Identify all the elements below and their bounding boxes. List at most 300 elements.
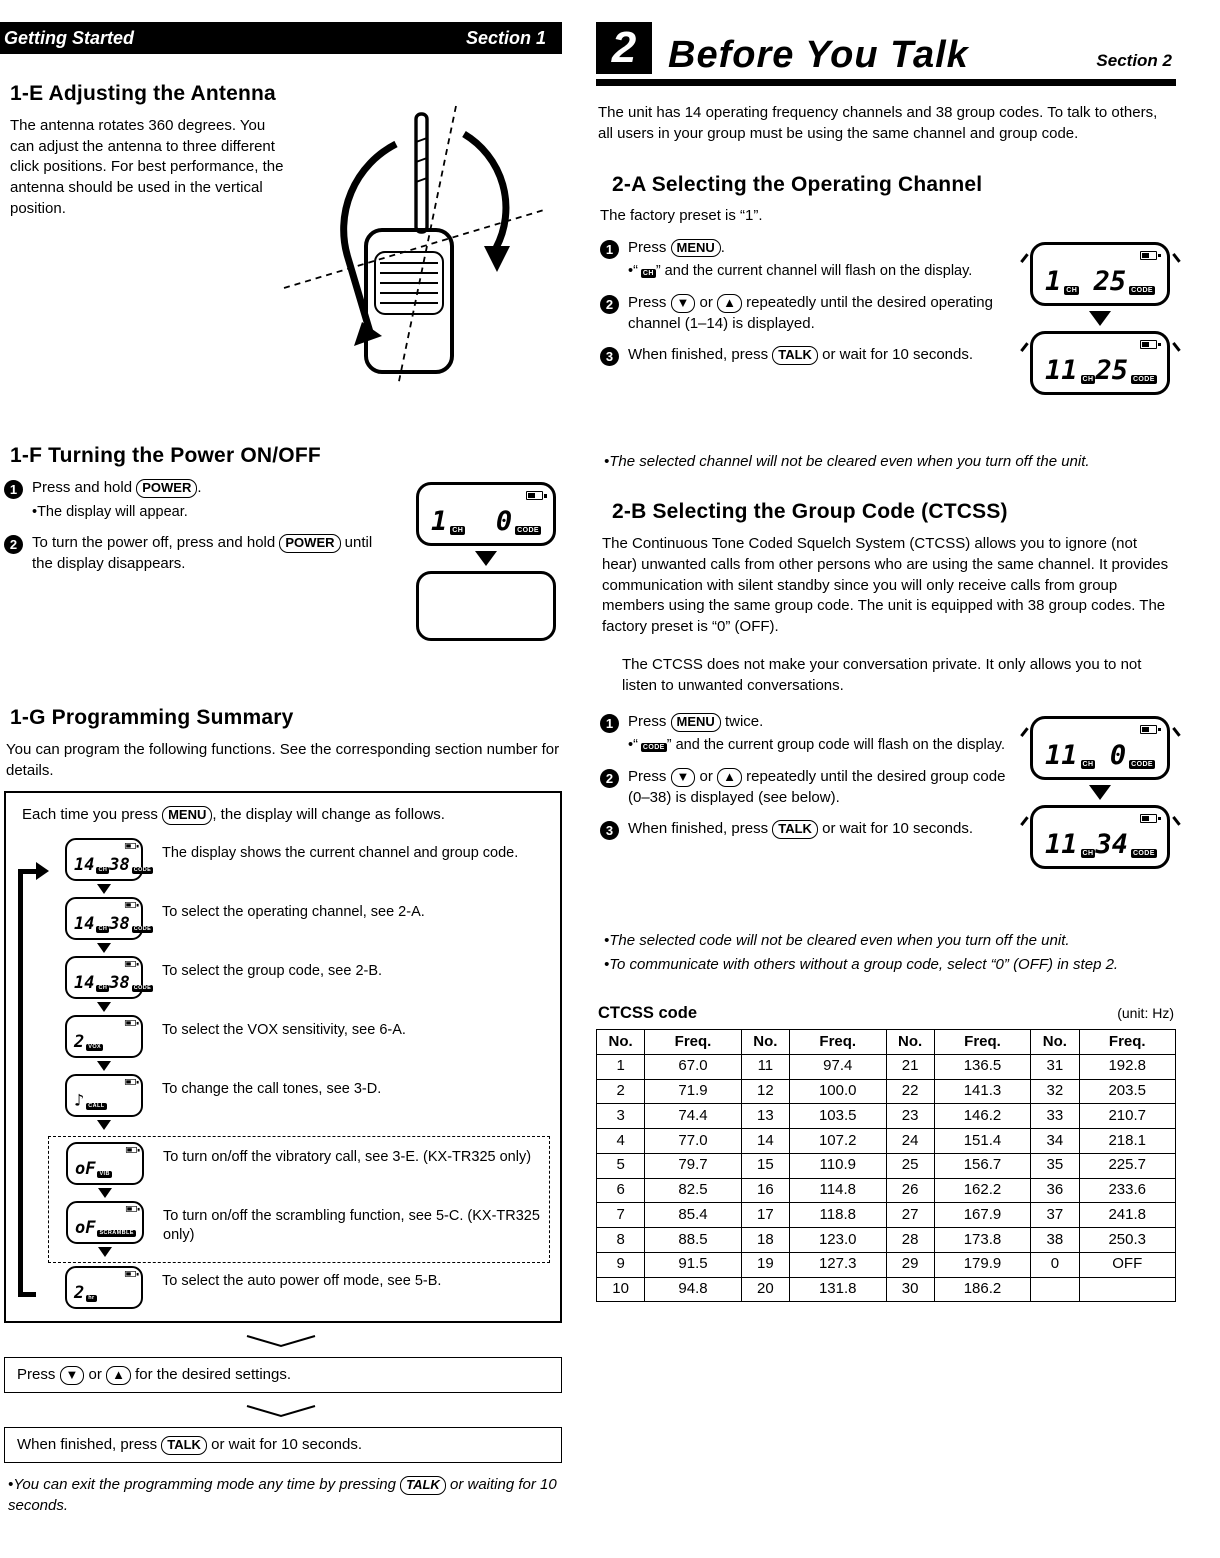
down-arrow-icon <box>97 884 111 894</box>
table-cell: 173.8 <box>934 1228 1031 1253</box>
ch-label: CH <box>1066 286 1078 294</box>
ch-label: CH <box>1082 760 1094 768</box>
lcd-display <box>65 1074 143 1117</box>
finish-text-post: or wait for 10 seconds. <box>206 1435 363 1453</box>
table-cell: 103.5 <box>790 1104 887 1129</box>
step-sub-bullet <box>628 262 1008 282</box>
step-number: 2 <box>4 535 23 554</box>
table-cell: 179.9 <box>934 1252 1031 1277</box>
lcd-display <box>65 1015 143 1058</box>
lcd-right-label: CODE <box>133 984 152 991</box>
table-cell: 71.9 <box>645 1079 742 1104</box>
down-arrow-icon <box>97 1061 111 1071</box>
battery-icon <box>1140 814 1157 823</box>
table-cell: 218.1 <box>1079 1129 1176 1154</box>
channel-note: •The selected channel will not be cleared even when you turn off the unit. <box>604 452 1090 470</box>
step-text <box>628 712 1008 756</box>
battery-icon <box>125 843 136 849</box>
blank-lcd-display <box>416 571 556 641</box>
talk-button-label: TALK <box>161 1436 207 1455</box>
ctcss-body: The Continuous Tone Coded Squelch System (CTCSS) allows you to ignore (not hear) unwanted calls from other persons who are using the same channel. It provides communication with silent standby since you will only receive calls from group members using the same group code. The unit is equipped with 38 group codes. The factory preset is “0” (OFF). <box>602 535 1169 636</box>
table-cell: 77.0 <box>645 1129 742 1154</box>
table-cell: 118.8 <box>790 1203 887 1228</box>
step-number: 1 <box>600 240 619 259</box>
down-arrow-icon <box>98 1188 112 1198</box>
lcd-right-label: CODE <box>133 866 152 873</box>
table-cell: 210.7 <box>1079 1104 1176 1129</box>
power-step-1 <box>4 478 394 522</box>
table-row <box>597 1178 1176 1203</box>
lcd-display <box>65 1266 143 1309</box>
lcd-channel-digits: 1 <box>431 506 448 537</box>
section1-title: Getting Started <box>4 27 135 48</box>
menu-button-label: MENU <box>162 806 212 825</box>
lcd-code-group <box>496 508 541 535</box>
programming-flow-box <box>4 791 562 1323</box>
table-cell: 2 <box>597 1079 645 1104</box>
battery-icon <box>1140 725 1157 734</box>
section2-number: 2 <box>611 23 637 72</box>
table-cell: 24 <box>886 1129 934 1154</box>
lcd-right-digits: 38 <box>109 914 130 935</box>
table-cell: 5 <box>597 1153 645 1178</box>
table-cell: 233.6 <box>1079 1178 1176 1203</box>
step-number: 2 <box>600 769 619 788</box>
lcd-display <box>416 482 556 546</box>
down-arrow-icon <box>1089 785 1111 800</box>
talk-button-label: TALK <box>400 1476 446 1495</box>
channel-preset-text: The factory preset is “1”. <box>600 206 763 224</box>
loop-arrowhead-icon <box>36 862 49 880</box>
flow-intro-post: , the display will change as follows. <box>212 806 445 824</box>
table-cell: 37 <box>1031 1203 1079 1228</box>
tr325-only-dashed-box <box>48 1136 550 1263</box>
step-text-pre: Press <box>628 238 671 256</box>
flow-lcd-column <box>55 1142 155 1201</box>
lcd-code-digits: 0 <box>495 506 513 537</box>
up-key-label: ▲ <box>717 768 742 787</box>
ctcss-table-title: CTCSS code <box>598 1004 698 1023</box>
step-text-pre: Press and hold <box>32 479 137 496</box>
table-cell: 33 <box>1031 1104 1079 1129</box>
step-text <box>628 293 1008 334</box>
groupcode-step-3 <box>600 819 1008 840</box>
ch-label: CH <box>1082 375 1094 383</box>
table-cell <box>1079 1277 1176 1302</box>
table-row <box>597 1054 1176 1079</box>
table-cell: 162.2 <box>934 1178 1031 1203</box>
lcd-left-label: CH <box>98 925 108 932</box>
table-cell: 241.8 <box>1079 1203 1176 1228</box>
table-cell: 85.4 <box>645 1203 742 1228</box>
step-text-post: repeatedly until the desired operating channel (1–14) is displayed. <box>628 293 993 332</box>
step-text <box>628 767 1008 808</box>
table-cell <box>1031 1277 1079 1302</box>
flow-item <box>54 897 550 956</box>
table-cell: 167.9 <box>934 1203 1031 1228</box>
lcd-display <box>66 1201 144 1244</box>
table-header-cell: No. <box>886 1030 934 1055</box>
groupcode-step-2 <box>600 767 1008 808</box>
lcd-display <box>66 1142 144 1185</box>
lcd-display <box>1030 805 1170 869</box>
channel-lcd-stack <box>1024 242 1176 395</box>
step-text-pre: When finished, press <box>628 346 773 364</box>
lcd-display <box>1030 331 1170 395</box>
table-cell: 25 <box>886 1153 934 1178</box>
ctcss-code-table <box>596 1029 1176 1302</box>
channel-step-1 <box>600 238 1008 282</box>
table-header-cell: Freq. <box>645 1030 742 1055</box>
table-cell: 156.7 <box>934 1153 1031 1178</box>
lcd-channel-digits: 11 <box>1045 828 1078 860</box>
table-cell: 9 <box>597 1252 645 1277</box>
table-cell: OFF <box>1079 1252 1176 1277</box>
down-key-label: ▼ <box>60 1366 85 1385</box>
step-text <box>32 533 394 574</box>
ctcss-table-header-row <box>598 1004 1174 1023</box>
section2-intro: The unit has 14 operating frequency channels and 38 group codes. To talk to others, all users in your group must be using the same channel and group code. <box>598 104 1158 143</box>
step-text-post: or wait for 10 seconds. <box>817 820 974 838</box>
table-cell: 36 <box>1031 1178 1079 1203</box>
table-cell: 30 <box>886 1277 934 1302</box>
lcd-display <box>65 838 152 881</box>
table-row <box>597 1153 1176 1178</box>
power-button-label: POWER <box>279 534 340 553</box>
down-arrow-icon <box>475 551 497 566</box>
up-key-label: ▲ <box>106 1366 131 1385</box>
battery-icon <box>125 1271 136 1277</box>
step-text-post: until the display disappears. <box>32 534 373 572</box>
groupcode-note-1: •The selected code will not be cleared even when you turn off the unit. <box>604 931 1070 949</box>
table-row <box>597 1030 1176 1055</box>
table-row <box>597 1079 1176 1104</box>
down-arrow-icon <box>97 1120 111 1130</box>
table-cell: 16 <box>741 1178 789 1203</box>
table-cell: 38 <box>1031 1228 1079 1253</box>
lcd-right-digits: 38 <box>109 855 130 876</box>
section2-label: Section 2 <box>1096 51 1172 70</box>
table-cell: 100.0 <box>790 1079 887 1104</box>
channel-step-2 <box>600 293 1008 334</box>
lcd-left-label: VOX <box>88 1043 102 1050</box>
down-chevron-icon <box>0 1333 562 1353</box>
down-key-label: ▼ <box>671 768 696 787</box>
table-header-cell: Freq. <box>934 1030 1031 1055</box>
table-row <box>597 1129 1176 1154</box>
step-text-post: . <box>720 238 725 256</box>
settings-text-post: for the desired settings. <box>130 1366 292 1384</box>
lcd-code-digits: 25 <box>1095 354 1128 386</box>
table-cell: 34 <box>1031 1129 1079 1154</box>
table-cell: 91.5 <box>645 1252 742 1277</box>
flow-item-description: To select the group code, see 2-B. <box>162 963 383 980</box>
table-cell: 1 <box>597 1054 645 1079</box>
battery-icon <box>125 1079 136 1085</box>
ch-segment-icon: CH <box>642 270 654 278</box>
step-text <box>628 238 1008 282</box>
table-cell: 225.7 <box>1079 1153 1176 1178</box>
lcd-code-digits: 0 <box>1109 739 1127 771</box>
step-number: 1 <box>4 480 23 499</box>
lcd-channel-group <box>431 508 465 535</box>
power-button-label: POWER <box>136 479 197 498</box>
down-chevron-icon <box>0 1403 562 1423</box>
down-arrow-icon <box>98 1247 112 1257</box>
table-cell: 151.4 <box>934 1129 1031 1154</box>
flow-lcd-column <box>54 1074 154 1133</box>
table-cell: 31 <box>1031 1054 1079 1079</box>
exit-programming-note <box>8 1475 558 1516</box>
table-header-cell: Freq. <box>1079 1030 1176 1055</box>
section2-title: Before You Talk <box>668 34 969 76</box>
table-cell: 107.2 <box>790 1129 887 1154</box>
table-cell: 7 <box>597 1203 645 1228</box>
table-cell: 127.3 <box>790 1252 887 1277</box>
table-cell: 250.3 <box>1079 1228 1176 1253</box>
table-row <box>597 1104 1176 1129</box>
step-text-mid: or <box>695 293 718 311</box>
battery-icon <box>526 491 543 500</box>
ch-label: CH <box>452 527 464 534</box>
table-cell: 0 <box>1031 1252 1079 1277</box>
table-cell: 14 <box>741 1129 789 1154</box>
ctcss-unit-label: (unit: Hz) <box>1117 1005 1174 1022</box>
antenna-rotation-illustration <box>280 100 548 392</box>
flow-item <box>54 1015 550 1074</box>
section1-header-bar <box>0 22 562 54</box>
step-text-pre: Press <box>628 767 671 785</box>
talk-button-label: TALK <box>772 820 818 839</box>
lcd-channel-digits: 11 <box>1045 739 1078 771</box>
step-text-pre: Press <box>628 293 671 311</box>
lcd-left-label: SCRAMBLE <box>99 1229 134 1236</box>
heading-2a: 2-A Selecting the Operating Channel <box>612 172 983 196</box>
table-cell: 110.9 <box>790 1153 887 1178</box>
code-segment-icon: CODE <box>642 744 665 752</box>
menu-button-label: MENU <box>671 713 721 732</box>
press-settings-box <box>4 1357 562 1393</box>
loop-return-line <box>18 869 36 1297</box>
step-text-post: . <box>197 479 202 496</box>
table-header-cell: Freq. <box>790 1030 887 1055</box>
lcd-left-digits: ♪ <box>74 1091 85 1112</box>
ctcss-caution: The CTCSS does not make your conversation private. It only allows you to not listen to unwanted conversations. <box>622 655 1142 694</box>
lcd-left-digits: 14 <box>74 914 95 935</box>
table-cell: 26 <box>886 1178 934 1203</box>
table-cell: 8 <box>597 1228 645 1253</box>
step-number: 3 <box>600 347 619 366</box>
flow-intro-pre: Each time you press <box>22 806 163 824</box>
battery-icon <box>125 961 136 967</box>
programming-body: You can program the following functions. See the corresponding section number for details. <box>6 741 560 779</box>
table-cell: 21 <box>886 1054 934 1079</box>
groupcode-note-2: •To communicate with others without a group code, select “0” (OFF) in step 2. <box>604 956 1119 974</box>
step-text <box>628 819 1008 840</box>
section2-number-box <box>596 22 652 74</box>
lcd-channel-digits: 11 <box>1045 354 1078 386</box>
table-cell: 88.5 <box>645 1228 742 1253</box>
exit-note-pre: •You can exit the programming mode any time by pressing <box>8 1475 401 1493</box>
down-arrow-icon <box>1089 311 1111 326</box>
bullet-pre: •“ <box>628 263 638 280</box>
table-cell: 3 <box>597 1104 645 1129</box>
lcd-left-digits: 2 <box>74 1283 85 1304</box>
step-text-pre: To turn the power off, press and hold <box>32 534 280 552</box>
table-header-cell: No. <box>741 1030 789 1055</box>
right-column <box>596 22 1188 1516</box>
bullet-post: ” and the current group code will flash on the display. <box>666 737 1005 754</box>
step-text <box>628 345 1008 366</box>
step-number: 3 <box>600 821 619 840</box>
lcd-display <box>65 897 152 940</box>
code-label: CODE <box>1132 849 1155 857</box>
groupcode-lcd-stack <box>1024 716 1176 869</box>
table-cell: 19 <box>741 1252 789 1277</box>
section1-label: Section 1 <box>465 27 546 48</box>
menu-button-label: MENU <box>671 239 721 258</box>
power-step-2 <box>4 533 394 574</box>
table-cell: 28 <box>886 1228 934 1253</box>
flow-item-description: To select the auto power off mode, see 5-B. <box>162 1273 442 1290</box>
table-cell: 10 <box>597 1277 645 1302</box>
lcd-left-digits: 2 <box>74 1032 85 1053</box>
table-cell: 136.5 <box>934 1054 1031 1079</box>
lcd-code-digits: 25 <box>1093 265 1127 297</box>
lcd-left-label: VIB <box>99 1170 110 1177</box>
heading-2b: 2-B Selecting the Group Code (CTCSS) <box>612 500 1008 524</box>
flow-lcd-column <box>54 897 154 956</box>
table-cell: 13 <box>741 1104 789 1129</box>
battery-icon <box>125 902 136 908</box>
table-cell: 12 <box>741 1079 789 1104</box>
code-label: CODE <box>1131 286 1153 294</box>
exit-note-post: or waiting for 10 seconds. <box>8 1475 557 1514</box>
flow-item <box>54 1074 550 1133</box>
table-cell: 97.4 <box>790 1054 887 1079</box>
lcd-display <box>1030 242 1170 306</box>
flow-item <box>54 956 550 1015</box>
table-header-cell: No. <box>1031 1030 1079 1055</box>
lcd-display <box>1030 716 1170 780</box>
settings-text-mid: or <box>84 1366 107 1384</box>
table-cell: 131.8 <box>790 1277 887 1302</box>
flow-rows <box>54 838 550 1309</box>
table-cell: 123.0 <box>790 1228 887 1253</box>
section2-header <box>596 22 1176 86</box>
table-cell: 32 <box>1031 1079 1079 1104</box>
lcd-left-digits: oF <box>75 1159 96 1180</box>
lcd-right-digits: 38 <box>109 973 130 994</box>
lcd-right-label: CODE <box>133 925 152 932</box>
up-key-label: ▲ <box>717 294 742 313</box>
table-row <box>597 1203 1176 1228</box>
table-cell: 6 <box>597 1178 645 1203</box>
settings-text-pre: Press <box>17 1366 60 1384</box>
table-cell: 23 <box>886 1104 934 1129</box>
lcd-left-label: CH <box>98 984 108 991</box>
step-sub-bullet <box>628 736 1008 756</box>
heading-1e: 1-E Adjusting the Antenna <box>10 82 276 105</box>
flow-item-description: The display shows the current channel and group code. <box>162 845 519 862</box>
lcd-left-label: CALL <box>88 1102 105 1109</box>
table-cell: 114.8 <box>790 1178 887 1203</box>
flow-item <box>54 838 550 897</box>
battery-icon <box>1140 251 1157 260</box>
flow-intro <box>22 805 550 826</box>
table-cell: 17 <box>741 1203 789 1228</box>
table-cell: 94.8 <box>645 1277 742 1302</box>
heading-1f: 1-F Turning the Power ON/OFF <box>10 444 321 467</box>
lcd-left-digits: oF <box>75 1218 96 1239</box>
step-text <box>32 478 394 522</box>
table-cell: 18 <box>741 1228 789 1253</box>
step-text-post: twice. <box>720 712 764 730</box>
channel-steps-section <box>600 238 1176 448</box>
table-header-cell: No. <box>597 1030 645 1055</box>
table-cell: 29 <box>886 1252 934 1277</box>
table-cell: 186.2 <box>934 1277 1031 1302</box>
step-sub-bullet: •The display will appear. <box>32 503 188 520</box>
flow-item <box>55 1201 545 1260</box>
flow-lcd-column <box>54 1015 154 1074</box>
table-cell: 74.4 <box>645 1104 742 1129</box>
step-text-post: repeatedly until the desired group code (0–38) is displayed (see below). <box>628 767 1006 806</box>
table-cell: 82.5 <box>645 1178 742 1203</box>
groupcode-steps-section <box>600 712 1176 927</box>
table-row <box>597 1277 1176 1302</box>
down-key-label: ▼ <box>671 294 696 313</box>
step-text-post: or wait for 10 seconds. <box>817 346 974 364</box>
table-cell: 20 <box>741 1277 789 1302</box>
step-number: 1 <box>600 714 619 733</box>
channel-step-3 <box>600 345 1008 366</box>
lcd-code-digits: 34 <box>1095 828 1128 860</box>
table-cell: 141.3 <box>934 1079 1031 1104</box>
down-arrow-icon <box>97 1002 111 1012</box>
groupcode-step-1 <box>600 712 1008 756</box>
flow-item <box>55 1142 545 1201</box>
battery-icon <box>125 1020 136 1026</box>
power-lcd-stack <box>410 482 562 641</box>
lcd-left-label: CH <box>98 866 108 873</box>
heading-1g: 1-G Programming Summary <box>10 706 294 729</box>
code-label: CODE <box>517 527 539 534</box>
flow-lcd-column <box>54 1266 154 1309</box>
code-label: CODE <box>1131 760 1153 768</box>
flow-item-description: To turn on/off the vibratory call, see 3-E. (KX-TR325 only) <box>163 1149 532 1166</box>
code-label: CODE <box>1132 375 1155 383</box>
flow-item <box>54 1266 550 1309</box>
table-cell: 203.5 <box>1079 1079 1176 1104</box>
flow-lcd-column <box>54 956 154 1015</box>
battery-icon <box>126 1147 137 1153</box>
bullet-pre: •“ <box>628 737 638 754</box>
step-number: 2 <box>600 295 619 314</box>
lcd-display <box>65 956 152 999</box>
lcd-left-label: hr <box>88 1294 95 1301</box>
table-cell: 67.0 <box>645 1054 742 1079</box>
flow-item-description: To select the operating channel, see 2-A. <box>162 904 425 921</box>
battery-icon <box>126 1206 137 1212</box>
finish-talk-box <box>4 1427 562 1463</box>
lcd-channel-digits: 1 <box>1045 265 1062 297</box>
table-cell: 35 <box>1031 1153 1079 1178</box>
down-arrow-icon <box>97 943 111 953</box>
flow-item-description: To select the VOX sensitivity, see 6-A. <box>162 1022 406 1039</box>
table-cell: 15 <box>741 1153 789 1178</box>
table-cell: 27 <box>886 1203 934 1228</box>
